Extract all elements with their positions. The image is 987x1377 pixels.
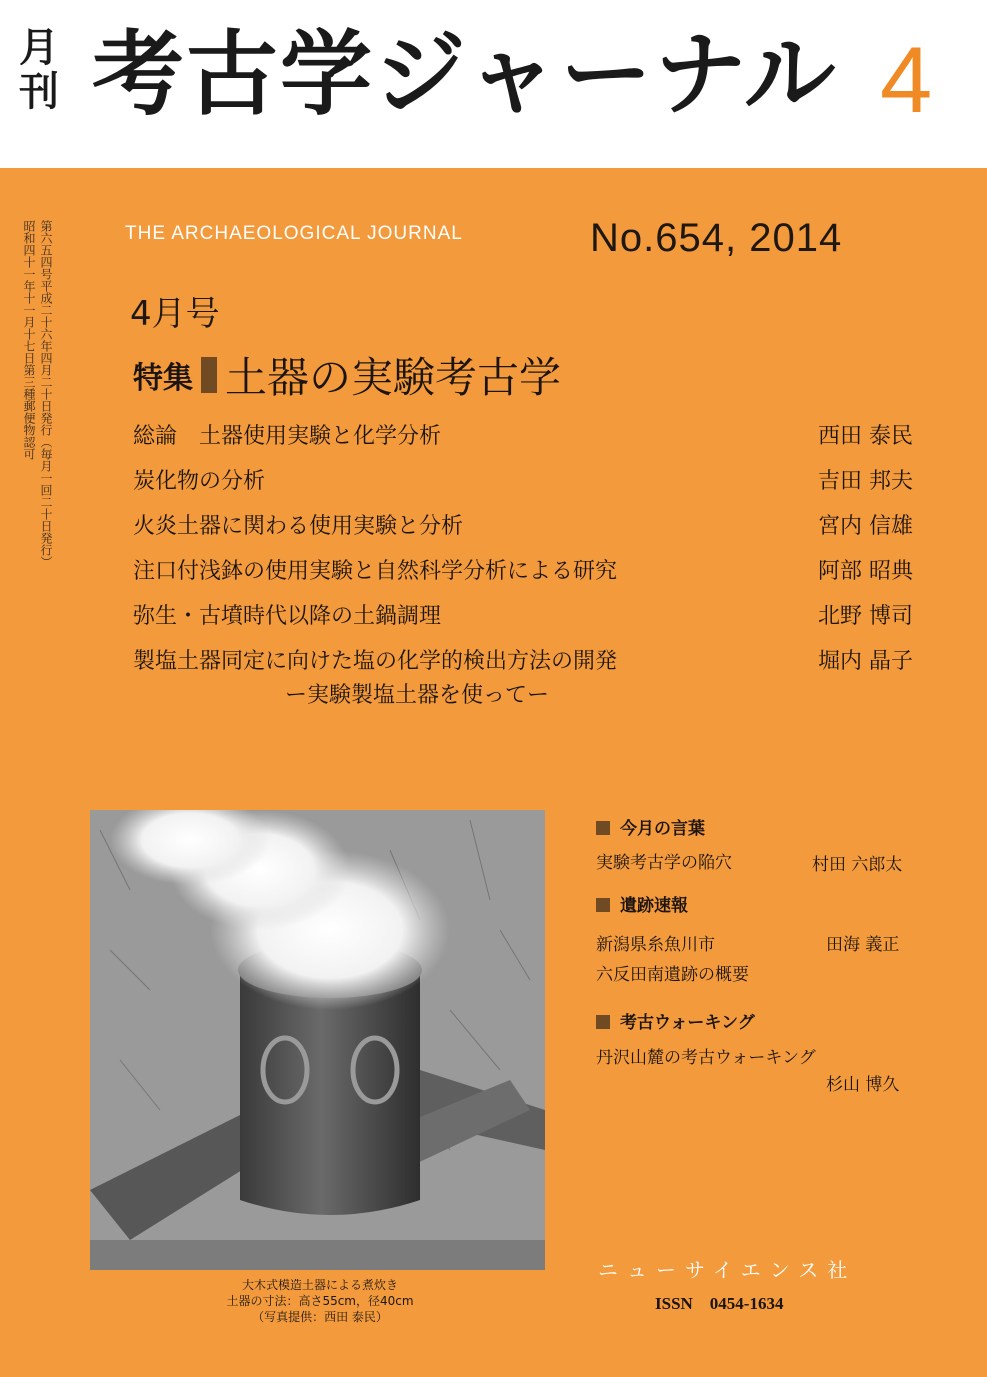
issue-month-number: 4 bbox=[880, 27, 933, 132]
section-square-icon bbox=[596, 821, 610, 835]
article-title: 製塩土器同定に向けた塩の化学的検出方法の開発 bbox=[133, 649, 618, 674]
section-item-author: 田海 義正 bbox=[826, 935, 900, 955]
feature-square-icon bbox=[201, 357, 217, 393]
article-author: 西田 泰民 bbox=[818, 424, 913, 449]
section-item-title: 実験考古学の陥穴 bbox=[596, 853, 732, 873]
article-author: 北野 博司 bbox=[818, 604, 913, 629]
feature-heading bbox=[133, 345, 561, 405]
article-author: 阿部 昭典 bbox=[818, 559, 913, 584]
issue-number: No.654, 2014 bbox=[590, 216, 843, 260]
monthly-label: 月刊 bbox=[19, 25, 59, 115]
publisher-name: ニューサイエンス社 bbox=[598, 1258, 857, 1282]
section-item-title: 六反田南遺跡の概要 bbox=[596, 965, 749, 985]
feature-title: 土器の実験考古学 bbox=[225, 353, 562, 402]
publication-note-line-2: 昭和四十一年十一月十七日第三種郵便物認可 bbox=[22, 220, 36, 460]
steaming-pot-illustration bbox=[90, 810, 545, 1270]
section-item-title: 丹沢山麓の考古ウォーキング bbox=[596, 1048, 816, 1068]
section-item-author: 村田 六郎太 bbox=[812, 855, 903, 875]
article-title: 弥生・古墳時代以降の土鍋調理 bbox=[133, 604, 442, 629]
cover-photo bbox=[90, 810, 545, 1270]
section-heading: 考古ウォーキング bbox=[596, 1008, 755, 1033]
caption-line: 土器の寸法：高さ55cm，径40cm bbox=[226, 1294, 414, 1308]
photo-caption bbox=[170, 1277, 470, 1325]
article-subtitle: ー実験製塩土器を使ってー bbox=[285, 683, 550, 708]
cover-header bbox=[0, 0, 987, 168]
article-author: 堀内 晶子 bbox=[818, 649, 913, 674]
month-issue-label: 4月号 bbox=[130, 294, 220, 334]
feature-label: 特集 bbox=[133, 361, 193, 396]
section-item-title: 新潟県糸魚川市 bbox=[596, 935, 715, 955]
article-author: 宮内 信雄 bbox=[818, 514, 913, 539]
magazine-title: 考古学ジャーナル bbox=[92, 21, 838, 128]
article-title: 総論 土器使用実験と化学分析 bbox=[133, 424, 442, 449]
caption-line: （写真提供：西田 泰民） bbox=[252, 1310, 388, 1324]
publication-note-line-1: 第六五四号平成二十六年四月二十日発行（毎月一回二十日発行） bbox=[39, 220, 53, 568]
section-square-icon bbox=[596, 898, 610, 912]
caption-line: 大木式模造土器による煮炊き bbox=[241, 1278, 398, 1292]
section-item-author: 杉山 博久 bbox=[826, 1075, 900, 1095]
english-title: THE ARCHAEOLOGICAL JOURNAL bbox=[125, 223, 463, 244]
section-heading: 遺跡速報 bbox=[596, 891, 688, 916]
section-heading: 今月の言葉 bbox=[596, 814, 705, 839]
article-title: 注口付浅鉢の使用実験と自然科学分析による研究 bbox=[133, 559, 618, 584]
article-author: 吉田 邦夫 bbox=[818, 469, 913, 494]
article-title: 炭化物の分析 bbox=[133, 469, 266, 494]
article-title: 火炎土器に関わる使用実験と分析 bbox=[133, 514, 464, 539]
issn-number: ISSN 0454-1634 bbox=[655, 1294, 784, 1313]
section-square-icon bbox=[596, 1015, 610, 1029]
